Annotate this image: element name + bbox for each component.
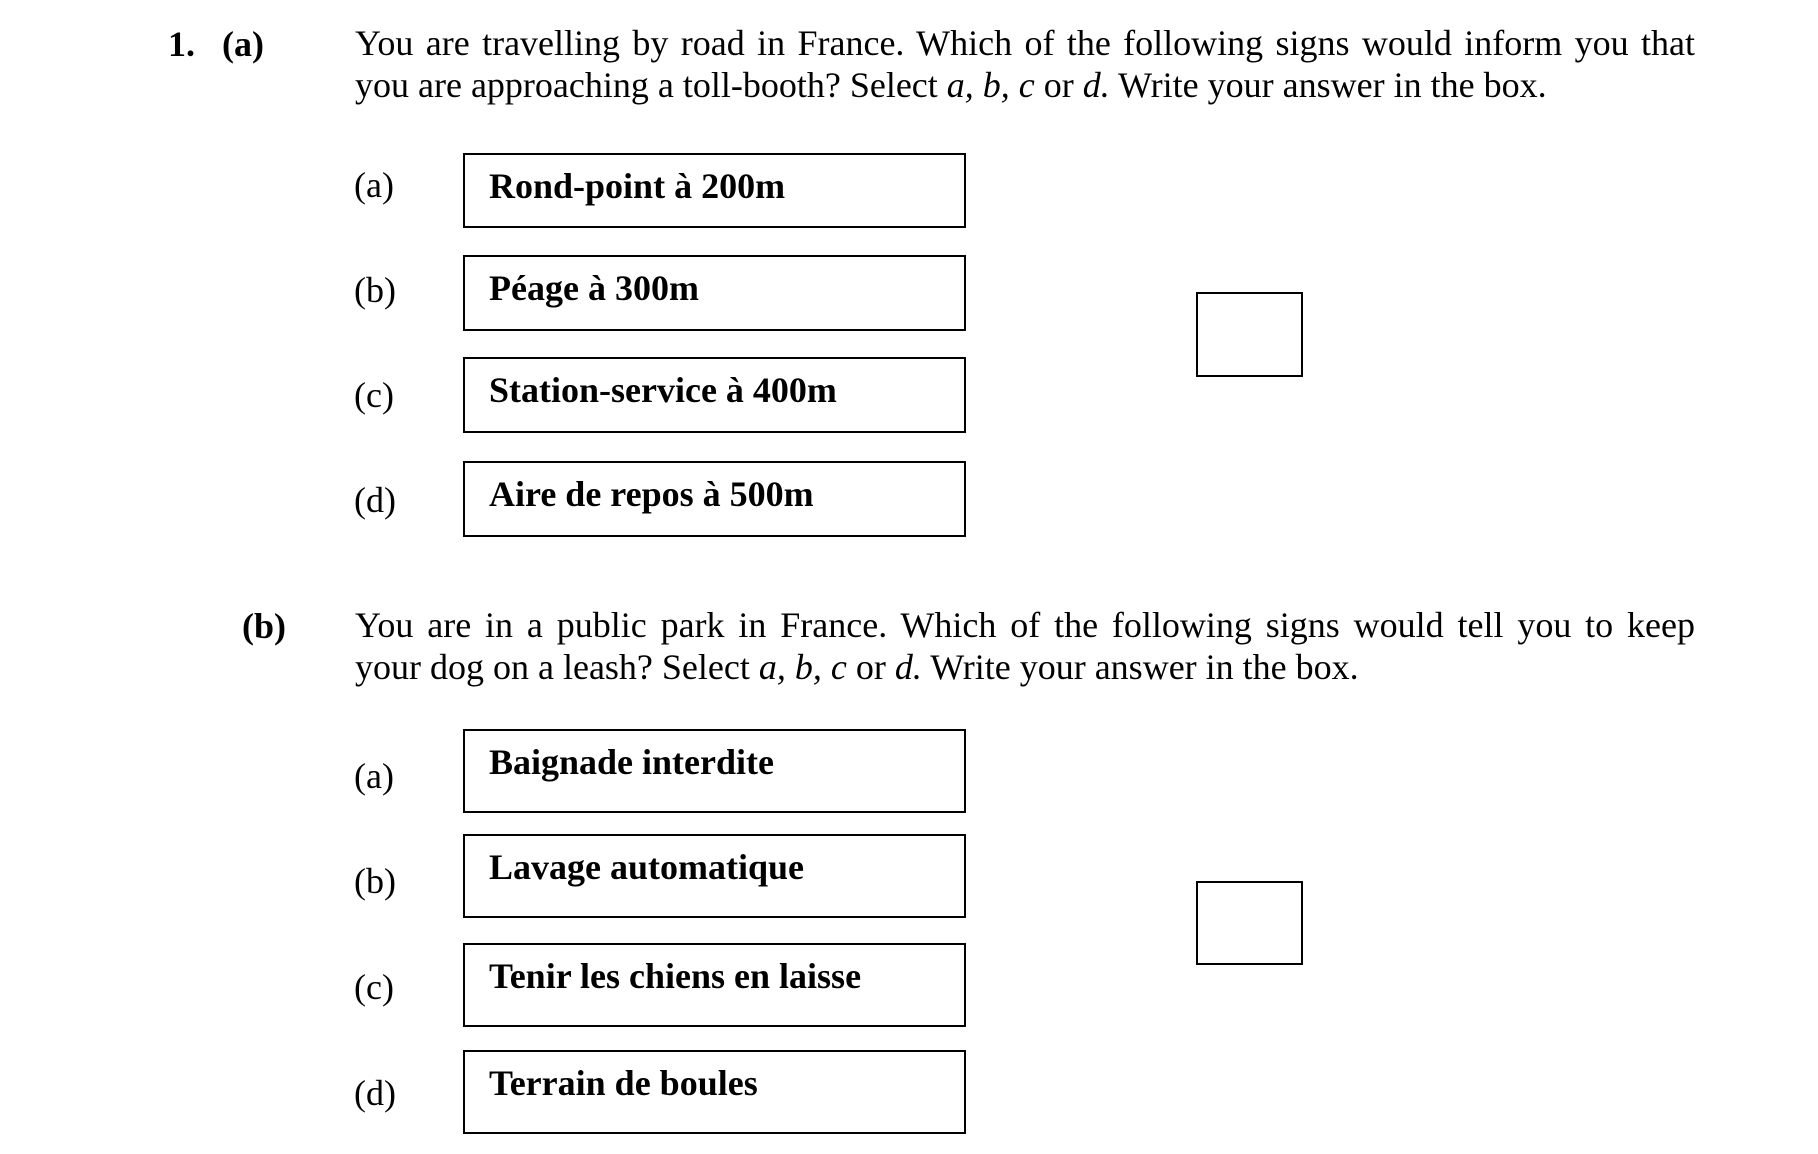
part-b-instruction: Write your answer in the box.: [921, 647, 1359, 687]
part-b-option-a-label: (a): [354, 756, 394, 796]
part-b-label: (b): [242, 606, 286, 646]
part-b-sign-d: [463, 1050, 966, 1134]
part-a-sign-a-text: Rond-point à 200m: [489, 166, 786, 206]
part-b-sign-c-text: Tenir les chiens en laisse: [489, 956, 862, 996]
part-b-choices: a, b, c: [758, 647, 847, 687]
part-a-answer-box[interactable]: [1196, 292, 1303, 377]
part-a-option-a-label: (a): [354, 165, 394, 205]
part-a-choice-d: d.: [1082, 65, 1110, 105]
part-a-option-b-label: (b): [354, 270, 396, 310]
question-number: 1.: [168, 24, 195, 64]
part-b-answer-box[interactable]: [1196, 881, 1303, 965]
part-b-option-d-label: (d): [354, 1073, 396, 1113]
part-a-option-c-label: (c): [354, 375, 394, 415]
part-b-option-c-label: (c): [354, 967, 394, 1007]
part-a-sign-d-text: Aire de repos à 500m: [489, 474, 814, 514]
part-b-sign-b: [463, 834, 966, 918]
part-b-question: [355, 604, 1695, 688]
part-b-sign-c: [463, 943, 966, 1027]
part-b-sign-a-text: Baignade interdite: [489, 742, 774, 782]
part-a-question-line-1: You are travelling by road in France. Which of the following signs would inform you that: [355, 23, 1695, 63]
part-b-option-b-label: (b): [354, 861, 396, 901]
part-b-question-line-1: You are in a public park in France. Which of the following signs would tell you to keep: [355, 605, 1695, 645]
part-a-sign-a: [463, 153, 966, 228]
part-a-label: (a): [222, 24, 264, 64]
part-a-option-d-label: (d): [354, 480, 396, 520]
part-a-choices: a, b, c: [946, 65, 1035, 105]
part-a-question: [355, 22, 1695, 106]
part-a-instruction: Write your answer in the box.: [1109, 65, 1547, 105]
part-a-or: or: [1034, 65, 1083, 105]
part-b-choice-d: d.: [894, 647, 922, 687]
part-b-sign-a: [463, 729, 966, 813]
part-b-sign-b-text: Lavage automatique: [489, 847, 804, 887]
part-a-sign-d: [463, 461, 966, 537]
part-a-sign-c: [463, 357, 966, 433]
part-a-sign-b-text: Péage à 300m: [489, 268, 699, 308]
part-b-or: or: [846, 647, 895, 687]
part-b-sign-d-text: Terrain de boules: [489, 1063, 758, 1103]
part-b-question-line-2: [355, 646, 1695, 688]
part-a-question-line-2: [355, 64, 1695, 106]
part-a-sign-c-text: Station-service à 400m: [489, 370, 837, 410]
part-a-sign-b: [463, 255, 966, 331]
part-a-text: you are approaching a toll-booth? Select: [355, 65, 947, 105]
part-b-text: your dog on a leash? Select: [355, 647, 759, 687]
